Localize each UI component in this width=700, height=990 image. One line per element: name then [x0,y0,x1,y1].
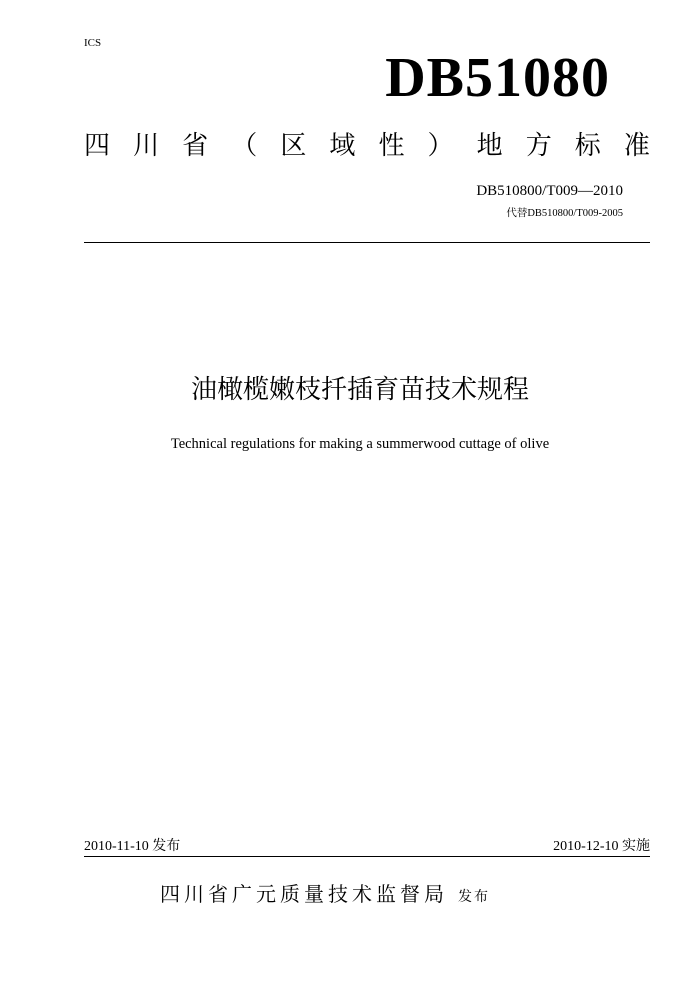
publish-date: 2010-11-10 发布 [84,839,181,854]
region-char: ） [427,131,454,161]
document-title-chinese: 油橄榄嫩枝扦插育苗技术规程 [190,375,529,405]
region-char: 地 [476,131,503,161]
region-char: 标 [574,131,601,161]
publish-label: 发布 [458,889,490,905]
ics-label: ICS [84,37,102,49]
region-char: 域 [329,131,356,161]
footer-divider [84,856,650,857]
region-char: 四 [84,131,111,161]
region-char: 区 [280,131,307,161]
publisher-name: 四川省广元质量技术监督局 [160,882,448,906]
publisher-line [160,878,490,907]
region-char: 川 [133,131,160,161]
replaces-note: 代替DB510800/T009-2005 [506,208,623,219]
implementation-date: 2010-12-10 实施 [553,839,650,854]
region-char: 省 [182,131,209,161]
standard-number: DB510800/T009—2010 [476,183,623,199]
document-title-english: Technical regulations for making a summerwood cuttage of olive [170,436,550,452]
region-standard-title [84,128,650,164]
standard-code: DB51080 [385,47,610,109]
region-char: 性 [378,131,405,161]
header-divider [84,242,650,243]
region-char: 准 [623,131,650,161]
region-char: （ [231,131,258,161]
region-char: 方 [525,131,552,161]
